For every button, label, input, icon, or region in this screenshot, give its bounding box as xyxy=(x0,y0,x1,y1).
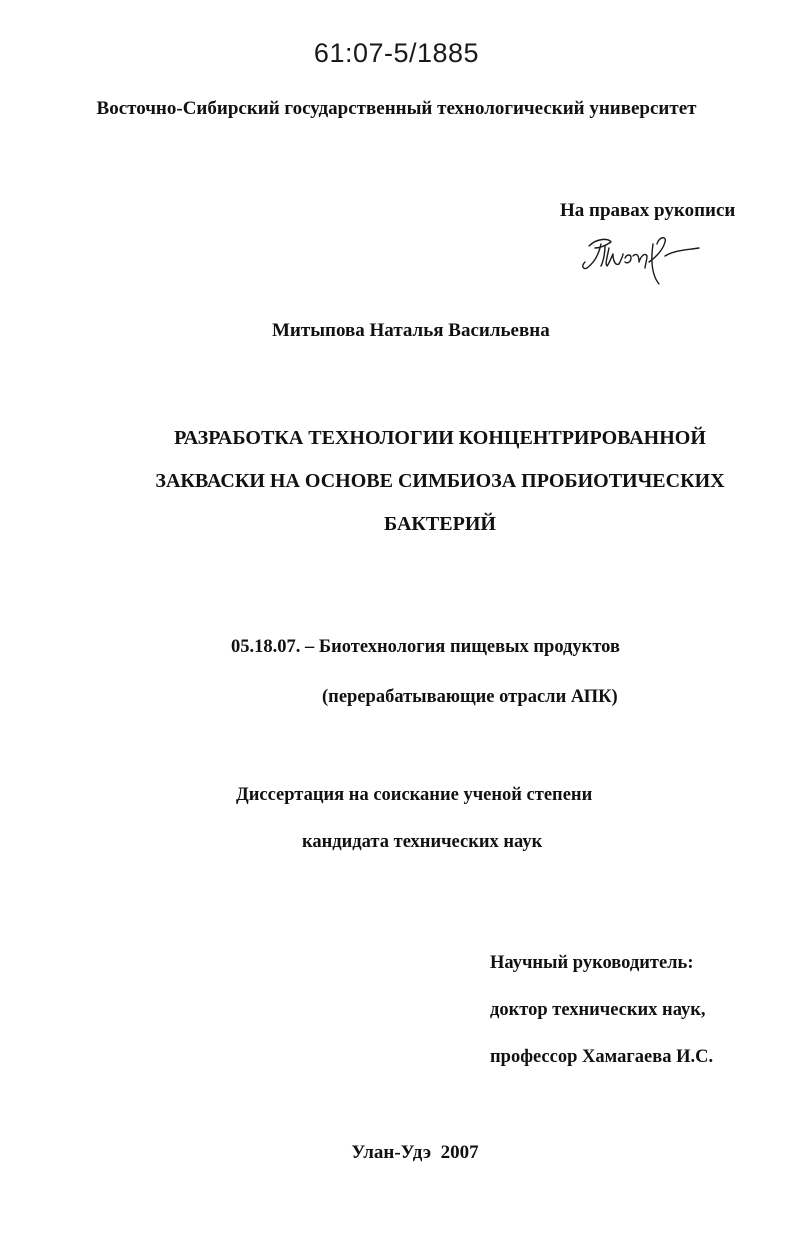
thesis-title-line-3: БАКТЕРИЙ xyxy=(384,513,496,535)
supervisor-degree: доктор технических наук, xyxy=(490,1000,706,1020)
supervisor-label: Научный руководитель: xyxy=(490,953,694,973)
author-name: Митыпова Наталья Васильевна xyxy=(272,320,550,341)
degree-line-1: Диссертация на соискание ученой степени xyxy=(236,785,593,805)
university-name: Восточно-Сибирский государственный технологический университет xyxy=(96,98,697,119)
catalog-number: 61:07-5/1885 xyxy=(313,38,480,68)
degree-line-2: кандидата технических наук xyxy=(302,832,543,852)
thesis-title-line-1: РАЗРАБОТКА ТЕХНОЛОГИИ КОНЦЕНТРИРОВАННОЙ xyxy=(174,427,706,449)
thesis-title-line-2: ЗАКВАСКИ НА ОСНОВЕ СИМБИОЗА ПРОБИОТИЧЕСКИХ xyxy=(155,470,725,492)
specialty-code: 05.18.07. – Биотехнология пищевых продуктов xyxy=(231,637,620,657)
specialty-detail: (перерабатывающие отрасли АПК) xyxy=(322,687,618,707)
supervisor-name: профессор Хамагаева И.С. xyxy=(490,1047,714,1067)
city-year: Улан-Удэ 2007 xyxy=(351,1142,479,1163)
handwritten-signature xyxy=(575,228,705,290)
manuscript-rights-note: На правах рукописи xyxy=(560,200,736,221)
